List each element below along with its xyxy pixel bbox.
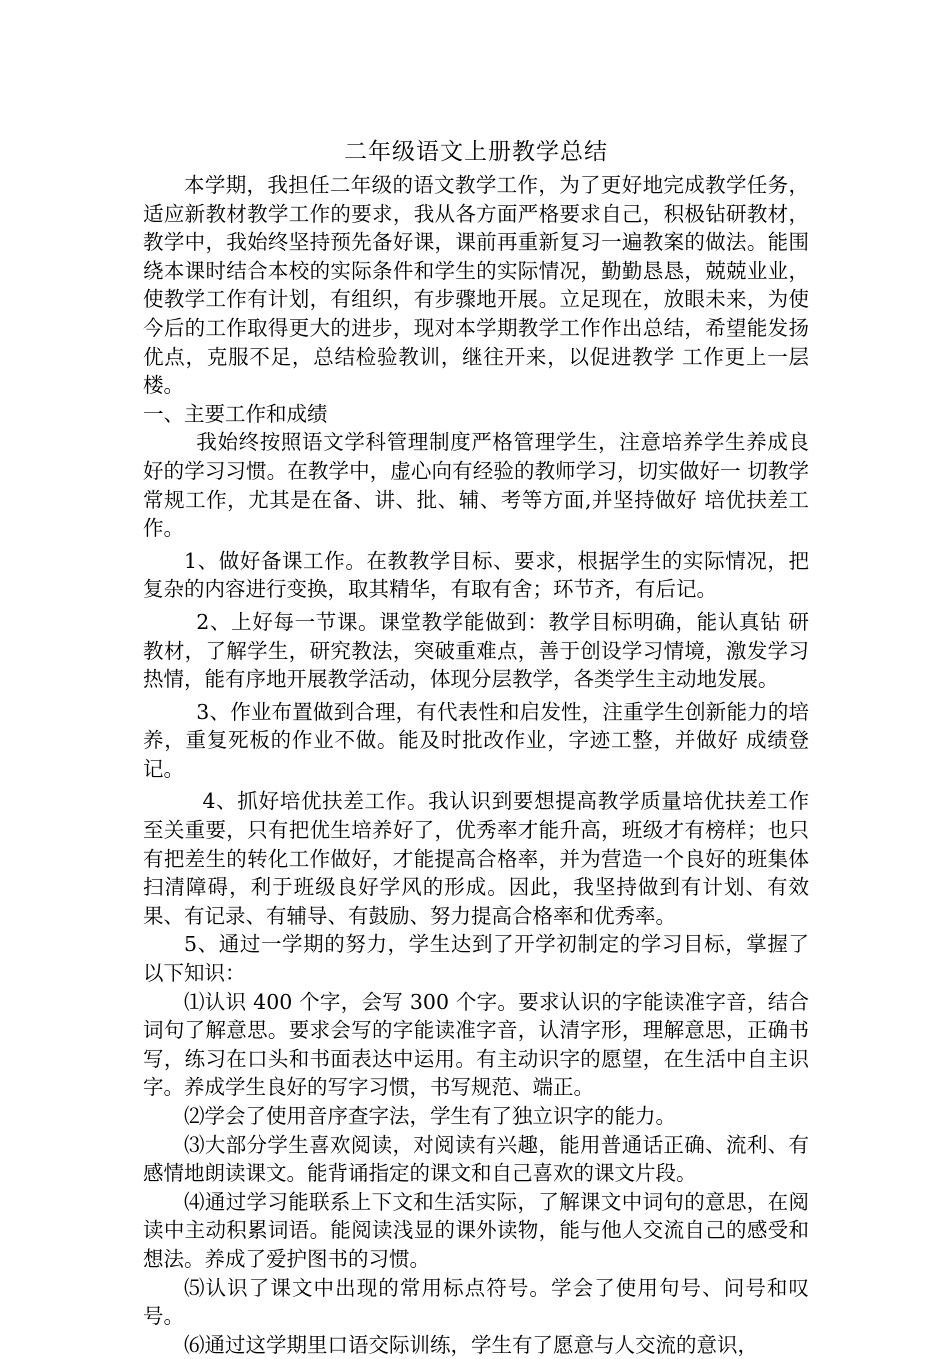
section-intro-paragraph: 我始终按照语文学科管理制度严格管理学生，注意培养学生养成良好的学习习惯。在教学中，虚心向有经验的教师学习，切实做好一 切教学常规工作，尤其是在备、讲、批、辅、考等方面,并坚持做好 培优扶差工作。 bbox=[143, 430, 809, 541]
document-title: 二年级语文上册教学总结 bbox=[344, 139, 608, 165]
intro-paragraph: 本学期，我担任二年级的语文教学工作，为了更好地完成教学任务，适应新教材教学工作的要求，我从各方面严格要求自己，积极钻研教材，教学中，我始终坚持预先备好课，课前再重新复习一遍教案的做法。能围绕本课时结合本校的实际条件和学生的实际情况，勤勤恳恳，兢兢业业，使教学工作有计划，有组织，有步骤地开展。立足现在，放眼未来，为使今后的工作取得更大的进步，现对本学期教学工作作出总结，希望能发扬优点，克服不足，总结检验教训，继往开来，以促进教学 工作更上一层楼。 bbox=[143, 173, 809, 398]
item-lesson-prep: 1、做好备课工作。在教教学目标、要求，根据学生的实际情况，把复杂的内容进行变换，取其精华，有取有舍；环节齐，有后记。 bbox=[143, 548, 809, 602]
knowledge-item-4: ⑷通过学习能联系上下文和生活实际，了解课文中词句的意思，在阅读中主动积累词语。能阅读浅显的课外读物，能与他人交流自己的感受和想法。养成了爱护图书的习惯。 bbox=[143, 1189, 809, 1271]
knowledge-item-1: ⑴认识 400 个字，会写 300 个字。要求认识的字能读准字音，结合词句了解意思。要求会写的字能读准字音，认清字形，理解意思，正确书写，练习在口头和书面表达中运用。有主动识字的愿望，在生活中自主识字。养成学生良好的写字习惯，书写规范、端正。 bbox=[143, 989, 809, 1100]
knowledge-item-6: ⑹通过这学期里口语交际训练，学生有了愿意与人交流的意识， bbox=[184, 1332, 758, 1357]
item-goals: 5、通过一学期的努力，学生达到了开学初制定的学习目标，掌握了以下知识： bbox=[143, 932, 809, 986]
knowledge-item-2: ⑵学会了使用音序查字法，学生有了独立识字的能力。 bbox=[184, 1104, 676, 1128]
document-page bbox=[143, 133, 809, 1359]
section-heading-main-work: 一、主要工作和成绩 bbox=[143, 401, 328, 426]
item-tutoring: 4、抓好培优扶差工作。我认识到要想提高教学质量培优扶差工作至关重要，只有把优生培养好了，优秀率才能升高，班级才有榜样；也只有把差生的转化工作做好，才能提高合格率，并为营造一个良好的班集体扫清障碍，利于班级良好学风的形成。因此，我坚持做到有计划、有效果、有记录、有辅导、有鼓励、努力提高合格率和优秀率。 bbox=[143, 789, 809, 928]
item-homework: 3、作业布置做到合理，有代表性和启发性，注重学生创新能力的培养，重复死板的作业不做。能及时批改作业，字迹工整，并做好 成绩登记。 bbox=[143, 699, 809, 781]
knowledge-item-3: ⑶大部分学生喜欢阅读，对阅读有兴趣，能用普通话正确、流利、有感情地朗读课文。能背诵指定的课文和自己喜欢的课文片段。 bbox=[143, 1132, 809, 1186]
knowledge-item-5: ⑸认识了课文中出现的常用标点符号。学会了使用句号、问号和叹号。 bbox=[143, 1275, 809, 1329]
item-teach-class: 2、上好每一节课。课堂教学能做到：教学目标明确，能认真钻 研教材，了解学生，研究教法，突破重难点，善于创设学习情境，激发学习热情，能有序地开展教学活动，体现分层教学，各类学生主动地发展。 bbox=[143, 609, 809, 692]
